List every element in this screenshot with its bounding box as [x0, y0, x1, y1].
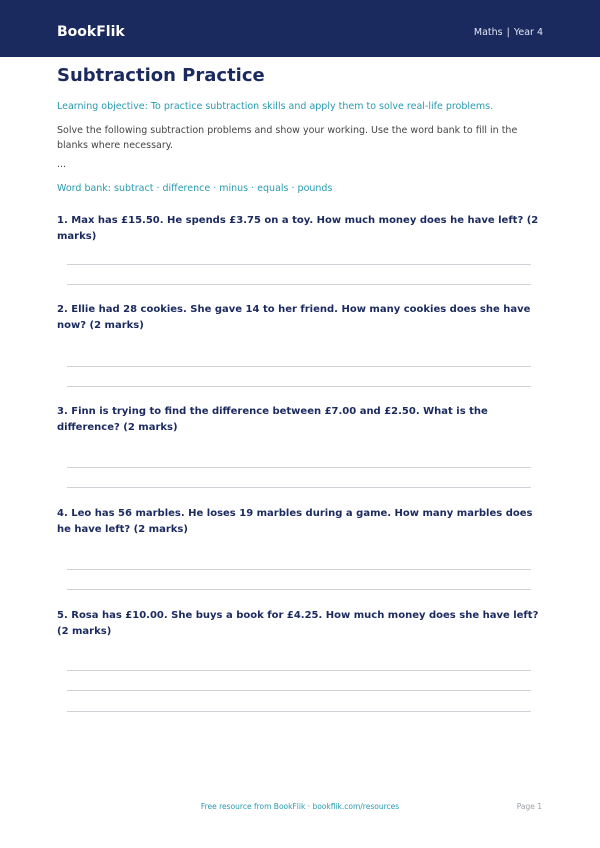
question-4: 4. Leo has 56 marbles. He loses 19 marbles during a game. How many marbles does he have left? (2 marks) — [57, 508, 533, 535]
worksheet-title: Subtraction Practice — [57, 65, 265, 86]
answer-line[interactable] — [67, 487, 531, 488]
brand-logo: BookFlik — [57, 24, 125, 40]
learning-objective: Learning objective: To practice subtraction skills and apply them to solve real-life problems. — [57, 101, 494, 112]
ellipsis-text: ... — [57, 159, 67, 170]
answer-line[interactable] — [67, 264, 531, 265]
answer-line[interactable] — [67, 284, 531, 285]
header-meta — [474, 26, 543, 40]
question-3: 3. Finn is trying to find the difference between £7.00 and £2.50. What is the difference? (2 marks) — [57, 406, 488, 433]
year-label: Year 4 — [513, 27, 543, 38]
answer-line[interactable] — [67, 569, 531, 570]
answer-line[interactable] — [67, 670, 531, 671]
answer-line[interactable] — [67, 711, 531, 712]
question-5: 5. Rosa has £10.00. She buys a book for £4.25. How much money does she have left? (2 marks) — [57, 610, 539, 637]
meta-separator: | — [506, 27, 510, 38]
subject-label: Maths — [473, 27, 503, 38]
word-bank: Word bank: subtract · difference · minus · equals · pounds — [57, 183, 333, 194]
answer-line[interactable] — [67, 589, 531, 590]
page-header — [0, 0, 600, 57]
instructions: Solve the following subtraction problems and show your working. Use the word bank to fill in the blanks where necessary. — [57, 125, 518, 151]
answer-line[interactable] — [67, 366, 531, 367]
question-1: 1. Max has £15.50. He spends £3.75 on a toy. How much money does he have left? (2 marks) — [57, 215, 539, 242]
answer-line[interactable] — [67, 386, 531, 387]
answer-line[interactable] — [67, 690, 531, 691]
question-2: 2. Ellie had 28 cookies. She gave 14 to her friend. How many cookies does she have now? (2 marks) — [57, 304, 531, 331]
page-number: Page 1 — [516, 802, 542, 811]
footer-credit: Free resource from BookFlik · bookflik.com/resources — [200, 802, 400, 811]
answer-line[interactable] — [67, 467, 531, 468]
